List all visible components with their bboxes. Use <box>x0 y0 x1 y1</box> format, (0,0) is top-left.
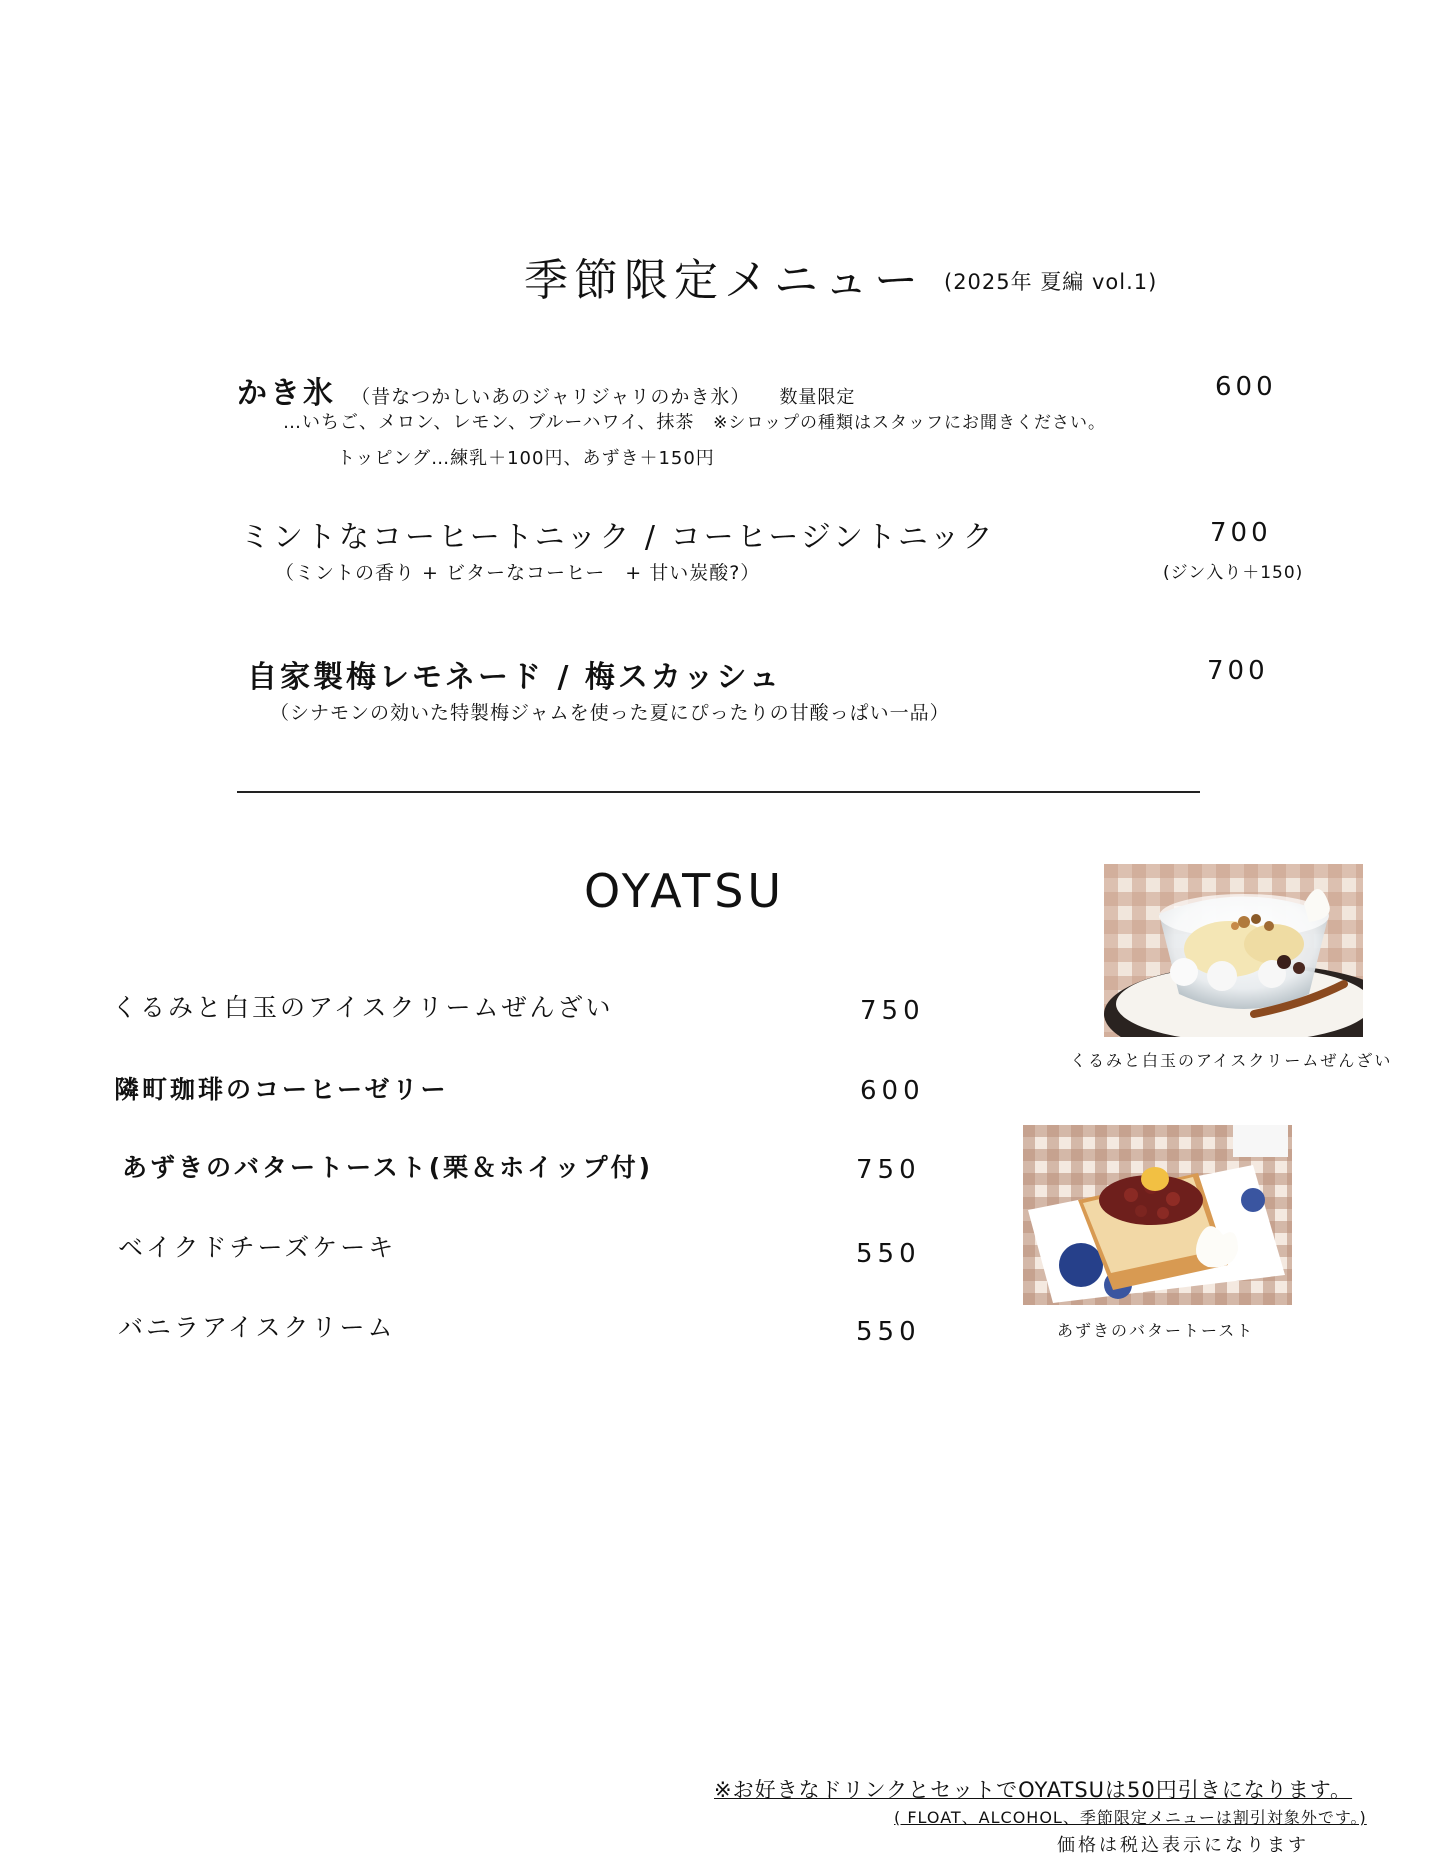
discount-exclusion-note: ( FLOAT、ALCOHOL、季節限定メニューは割引対象外です。) <box>894 1808 1367 1827</box>
oyatsu-item-price: 550 <box>856 1317 921 1347</box>
topping-note: トッピング…練乳＋100円、あずき＋150円 <box>337 448 715 469</box>
oyatsu-item-name: 隣町珈琲のコーヒーゼリー <box>114 1075 449 1104</box>
oyatsu-item-price: 550 <box>856 1239 921 1269</box>
item-description: （昔なつかしいあのジャリジャリのかき氷） <box>351 386 751 408</box>
section-divider <box>237 791 1200 793</box>
toast-photo-graphic <box>1023 1125 1292 1305</box>
item-price: 700 <box>1207 656 1269 686</box>
syrup-note: ※シロップの種類はスタッフにお聞きください。 <box>713 413 1106 433</box>
oyatsu-item-price: 600 <box>860 1076 925 1106</box>
oyatsu-item-price: 750 <box>856 1155 921 1185</box>
oyatsu-title: OYATSU <box>584 864 786 918</box>
price-note: (ジン入り＋150) <box>1163 563 1304 583</box>
oyatsu-item-name: くるみと白玉のアイスクリームぜんざい <box>112 993 614 1022</box>
item-name: かき氷 <box>237 376 336 411</box>
photo-zenzai <box>1104 864 1363 1037</box>
photo-butter-toast <box>1023 1125 1292 1305</box>
flavor-list: …いちご、メロン、レモン、ブルーハワイ、抹茶 <box>283 412 695 433</box>
oyatsu-item-price: 750 <box>860 996 925 1026</box>
oyatsu-item-name: あずきのバタートースト(栗＆ホイップ付) <box>122 1153 654 1182</box>
item-price: 600 <box>1215 372 1277 402</box>
kakigori-heading <box>237 368 855 412</box>
oyatsu-item-name: ベイクドチーズケーキ <box>118 1233 397 1262</box>
set-discount-note: ※お好きなドリンクとセットでOYATSUは50円引きになります。 <box>714 1778 1353 1802</box>
photo-caption: くるみと白玉のアイスクリームぜんざい <box>1070 1051 1393 1070</box>
page-title: 季節限定メニュー <box>524 255 924 306</box>
item-description: （シナモンの効いた特製梅ジャムを使った夏にぴったりの甘酸っぱい一品） <box>270 702 950 724</box>
item-price: 700 <box>1210 518 1272 548</box>
tax-note: 価格は税込表示になります <box>1057 1835 1309 1856</box>
item-name: 自家製梅レモネード / 梅スカッシュ <box>247 660 782 695</box>
item-description: （ミントの香り + ビターなコーヒー + 甘い炭酸?） <box>275 562 761 584</box>
page-subtitle: (2025年 夏編 vol.1) <box>944 270 1158 294</box>
oyatsu-item-name: バニラアイスクリーム <box>118 1313 396 1342</box>
photo-caption: あずきのバタートースト <box>1057 1321 1255 1340</box>
limited-badge: 数量限定 <box>779 387 856 408</box>
item-name: ミントなコーヒートニック / コーヒージントニック <box>240 520 996 555</box>
zenzai-photo-graphic <box>1104 864 1363 1037</box>
kakigori-flavors <box>283 408 1106 434</box>
